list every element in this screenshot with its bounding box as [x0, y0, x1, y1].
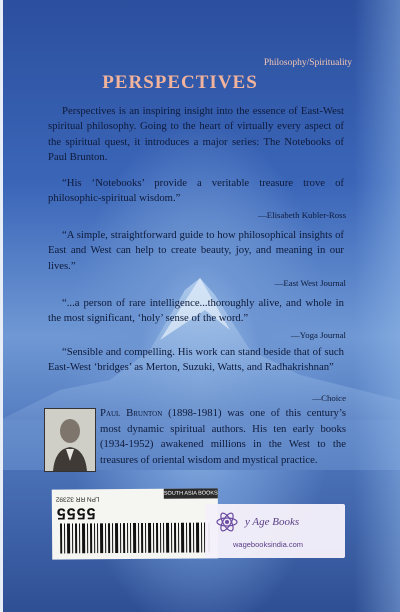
publisher-website: wagebooksindia.com — [233, 540, 304, 549]
quote-4: “Sensible and compelling. His work can stand beside that of such East-West ‘bridges’ as Merton, Suzuki, Watts, and Radhakrishnan” — [48, 346, 344, 374]
sticker-label: SOUTH ASIA BOOKS — [164, 488, 218, 498]
publisher-name: y Age Books — [245, 516, 300, 528]
sticker-code: LPN RR 32392 — [55, 495, 100, 503]
sticker-number: 5555 — [55, 504, 96, 522]
author-portrait — [44, 408, 96, 472]
author-name: Paul Brunton — [100, 407, 163, 419]
barcode-icon — [60, 522, 210, 553]
quote-1-source: —Elisabeth Kubler-Ross — [257, 210, 346, 220]
quote-3-source: —Yoga Journal — [290, 330, 346, 340]
book-title: PERSPECTIVES — [102, 72, 258, 93]
quote-1: “His ‘Notebooks’ provide a veritable treasure trove of philosophic-spiritual wisdom.” — [48, 177, 344, 205]
category-label: Philosophy/Spirituality — [263, 58, 352, 68]
quote-2-source: —East West Journal — [274, 278, 346, 288]
publisher-logo-icon — [215, 510, 239, 534]
author-bio-text: (1898-1981) was one of this century’s most dynamic spiritual authors. His ten early books (1934-1952) awakened millions in the West to the treasures of oriental wisdom and mystical practice. — [100, 407, 347, 466]
intro-paragraph: Perspectives is an inspiring insight into the essence of East-West spiritual philosophy. Going to the heart of virtually every aspect of the spiritual quest, it introduces a major series: The Notebooks of Paul Brunton. — [48, 105, 344, 163]
author-bio — [100, 406, 346, 468]
quote-2: “A simple, straightforward guide to how philosophical insights of East and West can help to create beauty, joy, and meaning in our lives.” — [48, 229, 344, 272]
quote-3: “...a person of rare intelligence...thoroughly alive, and whole in the most significant, ‘holy’ sense of the word.” — [48, 297, 344, 325]
quote-4-source: —Choice — [312, 393, 346, 403]
spine-edge — [354, 0, 400, 612]
barcode-sticker — [52, 488, 218, 559]
publisher-block — [205, 504, 345, 558]
